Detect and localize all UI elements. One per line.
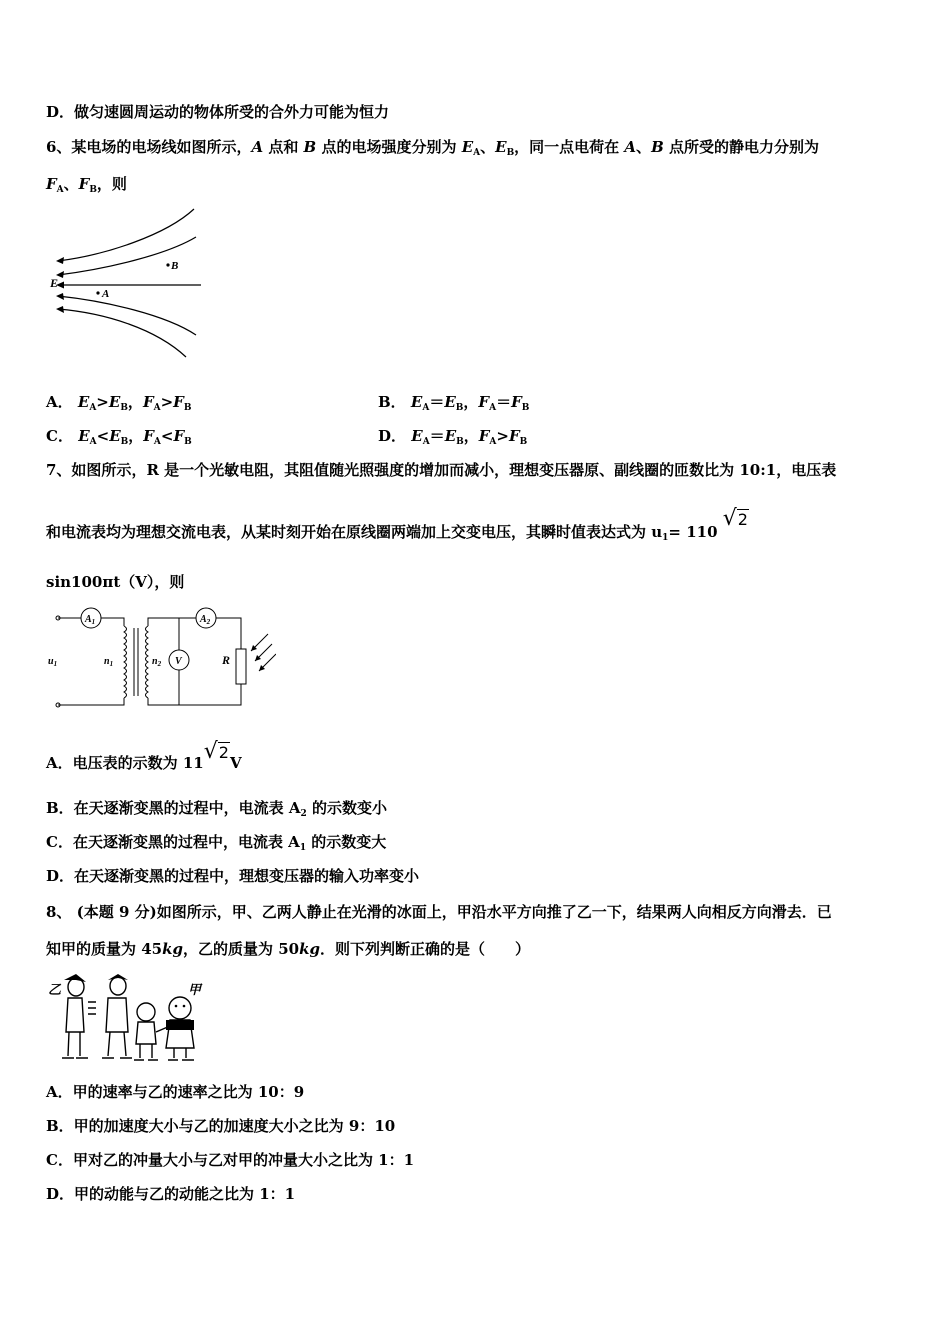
svg-text:u1: $u_1$ (48, 656, 58, 668)
q8-option-a: A．甲的速率与乙的速率之比为 10：9 (46, 1083, 305, 1101)
r-label: R (222, 653, 231, 667)
field-line-5 (58, 309, 186, 357)
svg-text:A2: $A_2$ (200, 614, 211, 626)
motion-lines (88, 1002, 96, 1014)
sqrt-2: √2 (203, 739, 229, 764)
label-b: B (171, 260, 179, 272)
q7-option-d: D．在天逐渐变黑的过程中，理想变压器的输入功率变小 (46, 867, 420, 885)
q6-stem-line2: $F_A$、$F_B$，则 (46, 175, 127, 195)
n2-label: n (152, 656, 158, 667)
jia-legs (174, 1048, 186, 1058)
primary-wire (58, 618, 124, 705)
field-line-4 (58, 296, 196, 335)
arrowhead (56, 257, 64, 264)
n1-label: n (104, 656, 110, 667)
q5-option-d: D．做匀速圆周运动的物体所受的合外力可能为恒力 (46, 103, 390, 121)
photoresistor (236, 649, 246, 684)
q8-stem-line1: 8、 (本题 9 分)如图所示，甲、乙两人静止在光滑的冰面上，甲沿水平方向推了乙一下，结果两人向相反方向滑去．已 (46, 903, 832, 921)
q6-option-c: C． $E_A<E_B$，$F_A<F_B$ (46, 427, 192, 447)
primary-coil (124, 626, 127, 698)
point-a (96, 291, 99, 294)
child-head (137, 1003, 155, 1021)
arrowhead (56, 293, 64, 300)
svg-text:A1: $A_1$ (85, 614, 96, 626)
q7-transformer-circuit (46, 604, 276, 712)
q8-option-d: D．甲的动能与乙的动能之比为 1：1 (46, 1185, 296, 1203)
yi-body (66, 998, 84, 1032)
label-jia: 甲 (188, 982, 202, 997)
q8-stem-line2: 知甲的质量为 45kg，乙的质量为 50kg．则下列判断正确的是（ ） (46, 940, 531, 958)
a2-label: A (200, 614, 207, 625)
q7-option-c: C．在天逐渐变黑的过程中，电流表 $A_1$ 的示数变大 (46, 833, 387, 853)
q6-option-a: A． $E_A>E_B$，$F_A>F_B$ (46, 393, 192, 413)
label-a: A (102, 288, 110, 300)
q6-stem-line1: 6、某电场的电场线如图所示，A 点和 B 点的电场强度分别为 $E_A$、$E_B$，同一点电荷在 A、B 点所受的静电力分别为 (46, 138, 819, 158)
sqrt-2: √2 (722, 506, 748, 531)
q7-stem-line2: 和电流表均为理想交流电表，从某时刻开始在原线圈两端加上交变电压，其瞬时值表达式为 $u_1= 110$ √2 (46, 506, 748, 543)
label-yi: 乙 (48, 982, 62, 997)
field-line-1 (58, 209, 194, 261)
q7-option-b: B．在天逐渐变黑的过程中，电流表 $A_2$ 的示数变小 (46, 799, 388, 819)
v-label: V (175, 656, 182, 667)
q8-option-b: B．甲的加速度大小与乙的加速度大小之比为 9：10 (46, 1117, 396, 1135)
secondary-coil (146, 626, 149, 698)
q7-option-a: A．电压表的示数为 11√2V (46, 739, 242, 772)
svg-text:n1: $n_1$ (104, 656, 114, 668)
q6-option-d: D． $E_A=E_B$，$F_A>F_B$ (378, 427, 528, 447)
jia-head (169, 997, 191, 1019)
q7-stem-line1: 7、如图所示，R 是一个光敏电阻，其阻值随光照强度的增加而减小，理想变压器原、副线圈的匝数比为 10:1，电压表 (46, 461, 837, 479)
child-body (136, 1022, 156, 1044)
svg-text:n2: $n_2$ (152, 656, 162, 668)
q6-electric-field-figure (46, 205, 208, 360)
q6-option-b: B． $E_A=E_B$，$F_A=F_B$ (378, 393, 530, 413)
figure-body (106, 998, 128, 1032)
u1-label: u (48, 656, 54, 667)
figure-head (110, 977, 126, 995)
figure-legs (108, 1032, 126, 1056)
q8-option-c: C．甲对乙的冲量大小与乙对甲的冲量大小之比为 1：1 (46, 1151, 415, 1169)
child-legs (140, 1044, 152, 1058)
label-e: E (50, 276, 59, 290)
q8-skaters-figure (46, 972, 206, 1068)
q7-stem-line3: sin100πt（V），则 (46, 573, 185, 591)
light-ray (251, 634, 276, 671)
arrowhead (56, 306, 64, 313)
yi-legs (68, 1032, 80, 1056)
point-b (166, 263, 169, 266)
a1-label: A (85, 614, 92, 625)
